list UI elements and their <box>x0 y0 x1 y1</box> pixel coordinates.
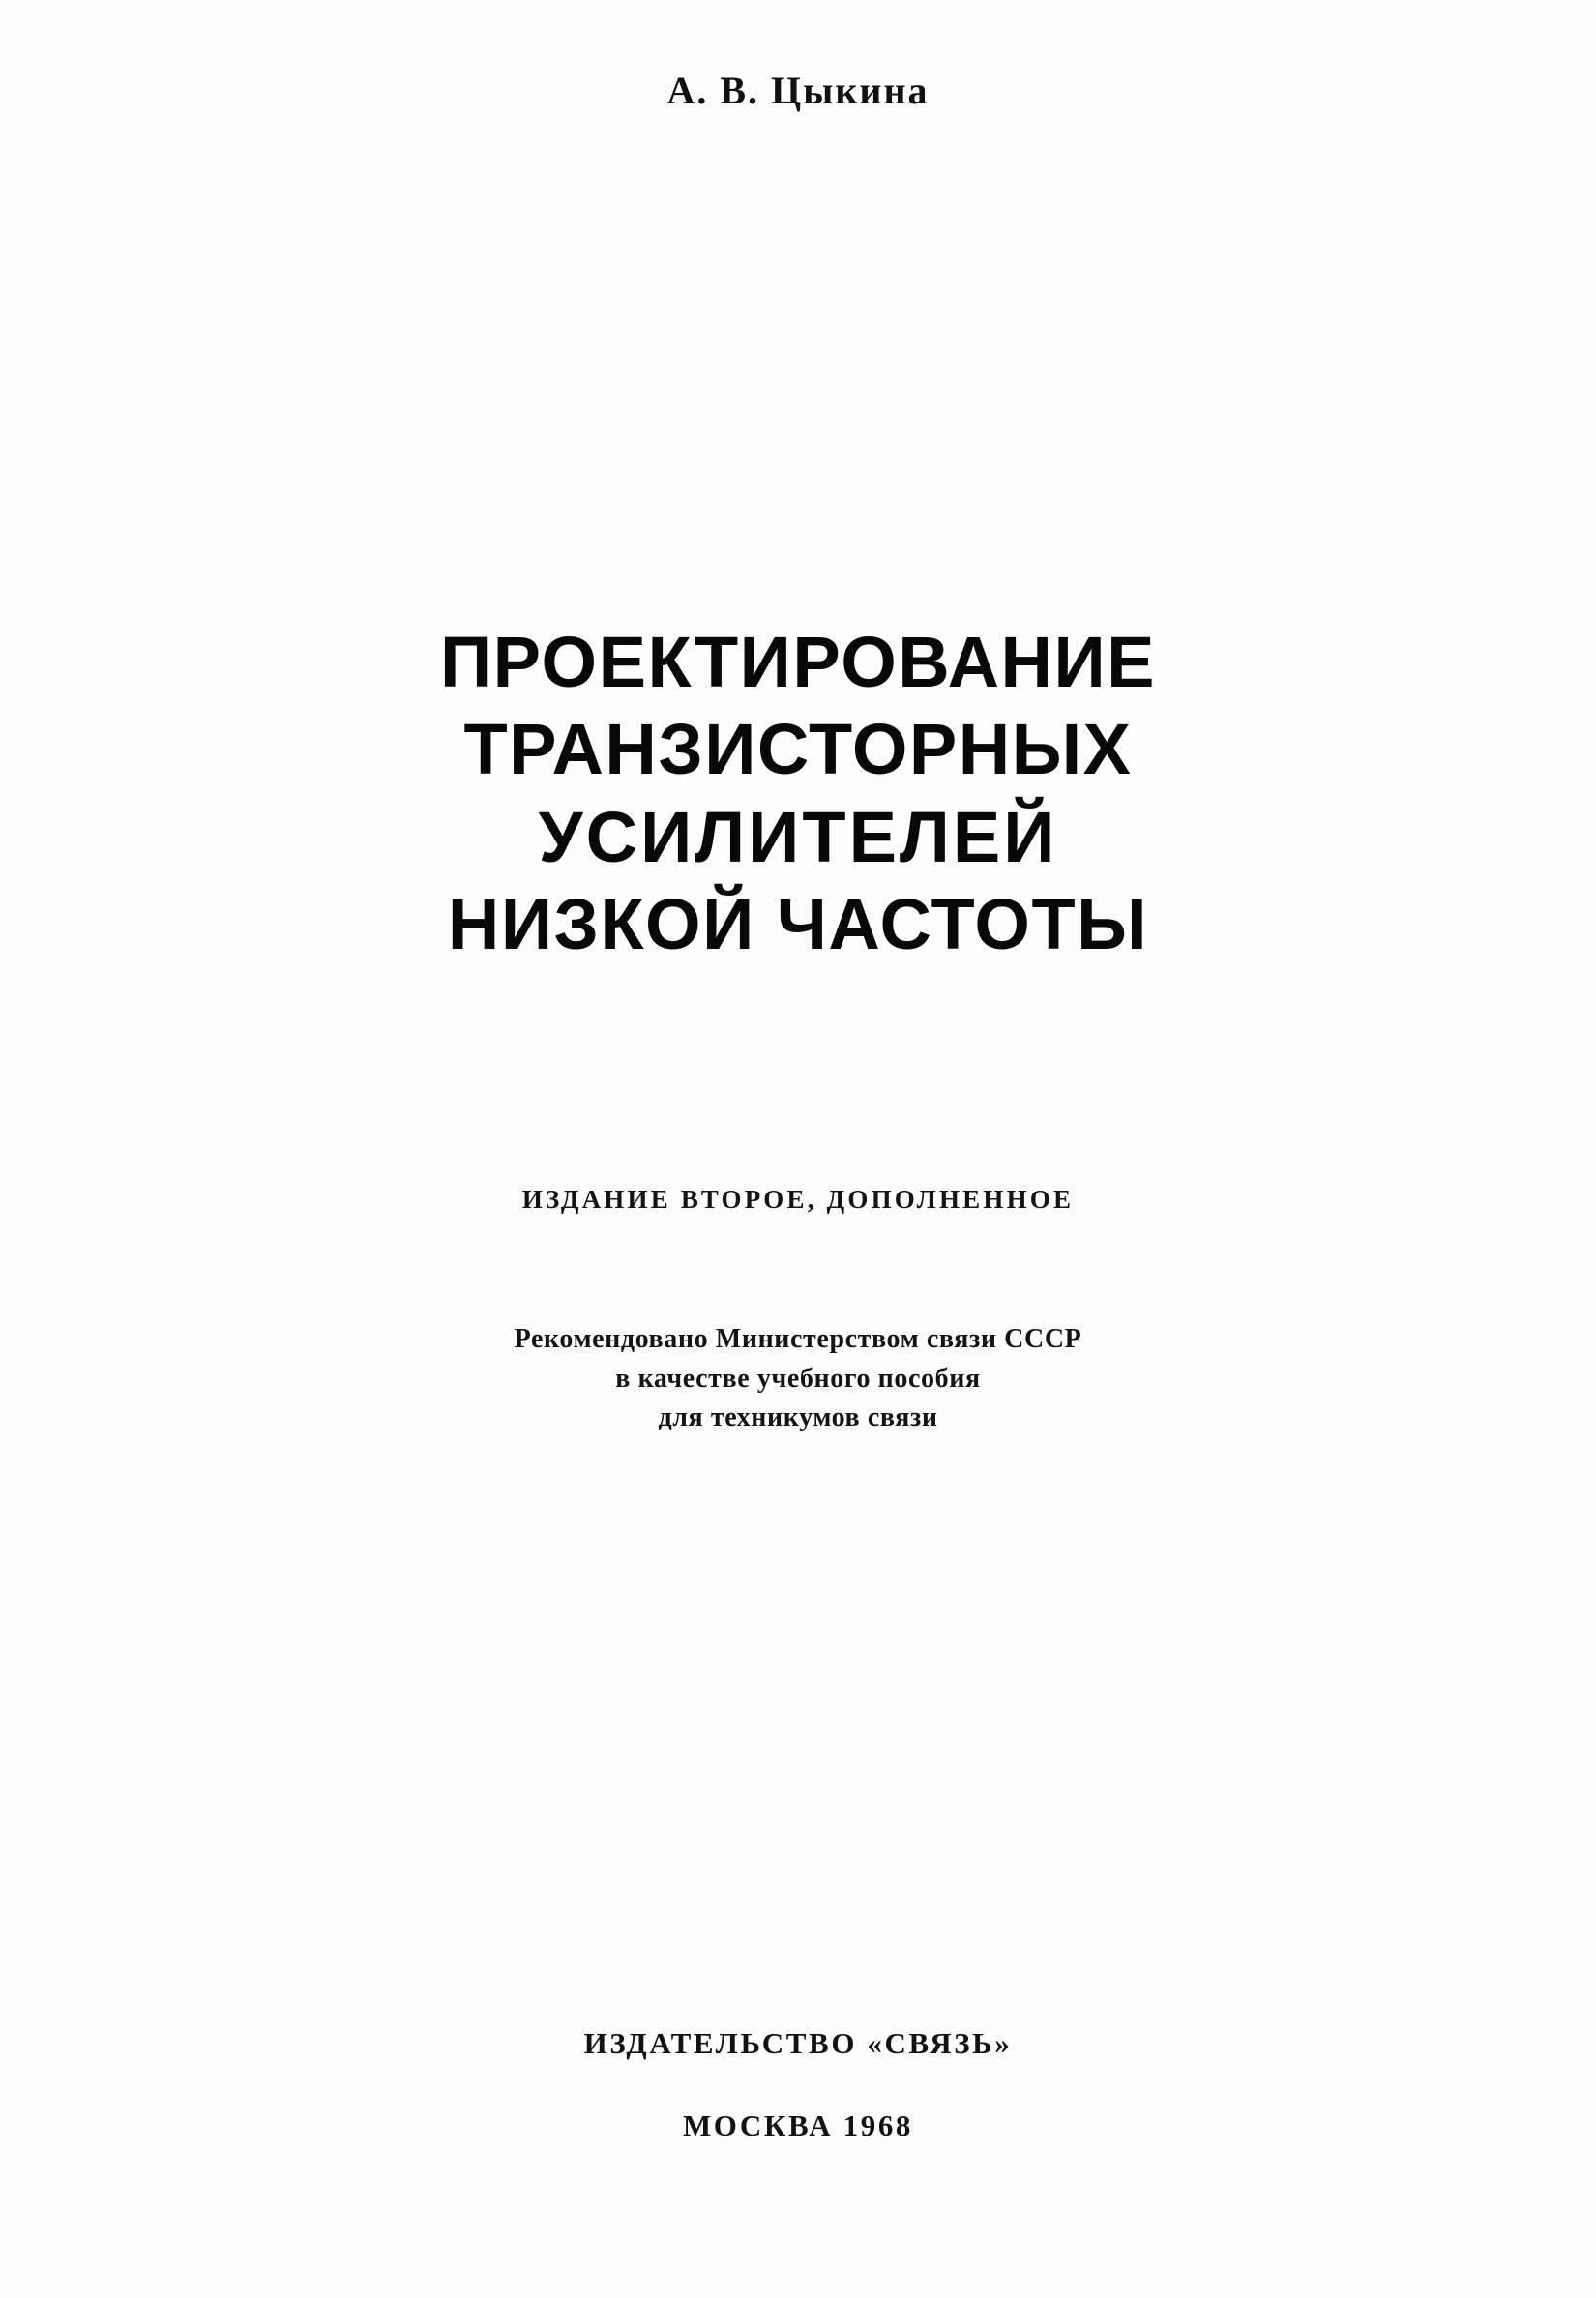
edition-statement: ИЗДАНИЕ ВТОРОЕ, ДОПОЛНЕННОЕ <box>521 1185 1075 1214</box>
recommendation-block <box>0 1320 1596 1438</box>
title-line-2: ТРАНЗИСТОРНЫХ <box>463 709 1133 790</box>
book-title <box>0 619 1596 968</box>
title-line-4: НИЗКОЙ ЧАСТОТЫ <box>447 883 1149 964</box>
city-and-year: МОСКВА 1968 <box>682 2108 914 2142</box>
author-name: А. В. Цыкина <box>666 69 930 112</box>
title-line-3: УСИЛИТЕЛЕЙ <box>538 796 1058 877</box>
recommendation-line-1: Рекомендовано Министерством связи СССР <box>514 1324 1082 1354</box>
publisher-name: ИЗДАТЕЛЬСТВО «СВЯЗЬ» <box>583 2026 1013 2060</box>
recommendation-line-3: для техникумов связи <box>658 1402 938 1433</box>
recommendation-line-2: в качестве учебного пособия <box>615 1363 981 1394</box>
title-line-1: ПРОЕКТИРОВАНИЕ <box>439 622 1156 702</box>
